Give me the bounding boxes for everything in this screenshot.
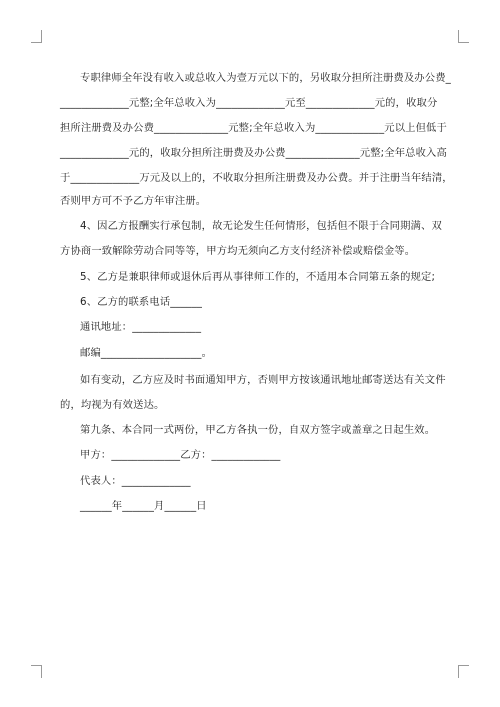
paragraph-line: 于_____________万元及以上的，不收取分担所注册费及办公费。并于注册当年结清， — [60, 172, 453, 184]
paragraph-line: 担所注册费及办公费______________元整;全年总收入为_____________元以上但低于 — [60, 122, 447, 134]
contact-phone-line: 6、乙方的联系电话______ — [80, 296, 203, 308]
paragraph-line: 5、乙方是兼职律师或退休后再从事律师工作的，不适用本合同第五条的规定; — [80, 271, 436, 283]
signature-parties-line: 甲方：_____________乙方：_____________ — [80, 449, 281, 461]
paragraph-line: 如有变动，乙方应及时书面通知甲方，否则甲方按该通讯地址邮寄送达有关文件 — [80, 374, 446, 386]
paragraph-line: 否则甲方可不予乙方年审注册。 — [60, 195, 207, 207]
crop-mark-top-right — [458, 30, 469, 43]
paragraph-line: 专职律师全年没有收入或总收入为壹万元以下的，另收取分担所注册费及办公费_ — [80, 72, 451, 84]
contact-address-line: 通讯地址：_____________ — [80, 321, 202, 333]
paragraph-line: _____________元整;全年总收入为_____________元至_____________元的，收取分 — [60, 97, 438, 109]
clause-nine-line: 第九条、本合同一式两份，甲乙方各执一份，自双方签字或盖章之日起生效。 — [80, 424, 436, 436]
paragraph-line: 的，均视为有效送达。 — [60, 399, 165, 411]
paragraph-line: 方协商一致解除劳动合同等等，甲方均无须向乙方支付经济补偿或赔偿金等。 — [60, 245, 416, 257]
crop-mark-top-left — [31, 30, 42, 43]
paragraph-line: 4、因乙方报酬实行承包制，故无论发生任何情形，包括但不限于合同期满、双 — [80, 220, 442, 232]
paragraph-line: _____________元的，收取分担所注册费及办公费______________元整;全年总收入高 — [60, 147, 447, 159]
crop-mark-bottom-right — [458, 665, 469, 678]
crop-mark-bottom-left — [31, 665, 42, 678]
contact-postcode-line: 邮编___________________。 — [80, 347, 213, 359]
date-line: ______年______月______日 — [80, 500, 207, 512]
representative-line: 代表人：_____________ — [80, 475, 191, 487]
